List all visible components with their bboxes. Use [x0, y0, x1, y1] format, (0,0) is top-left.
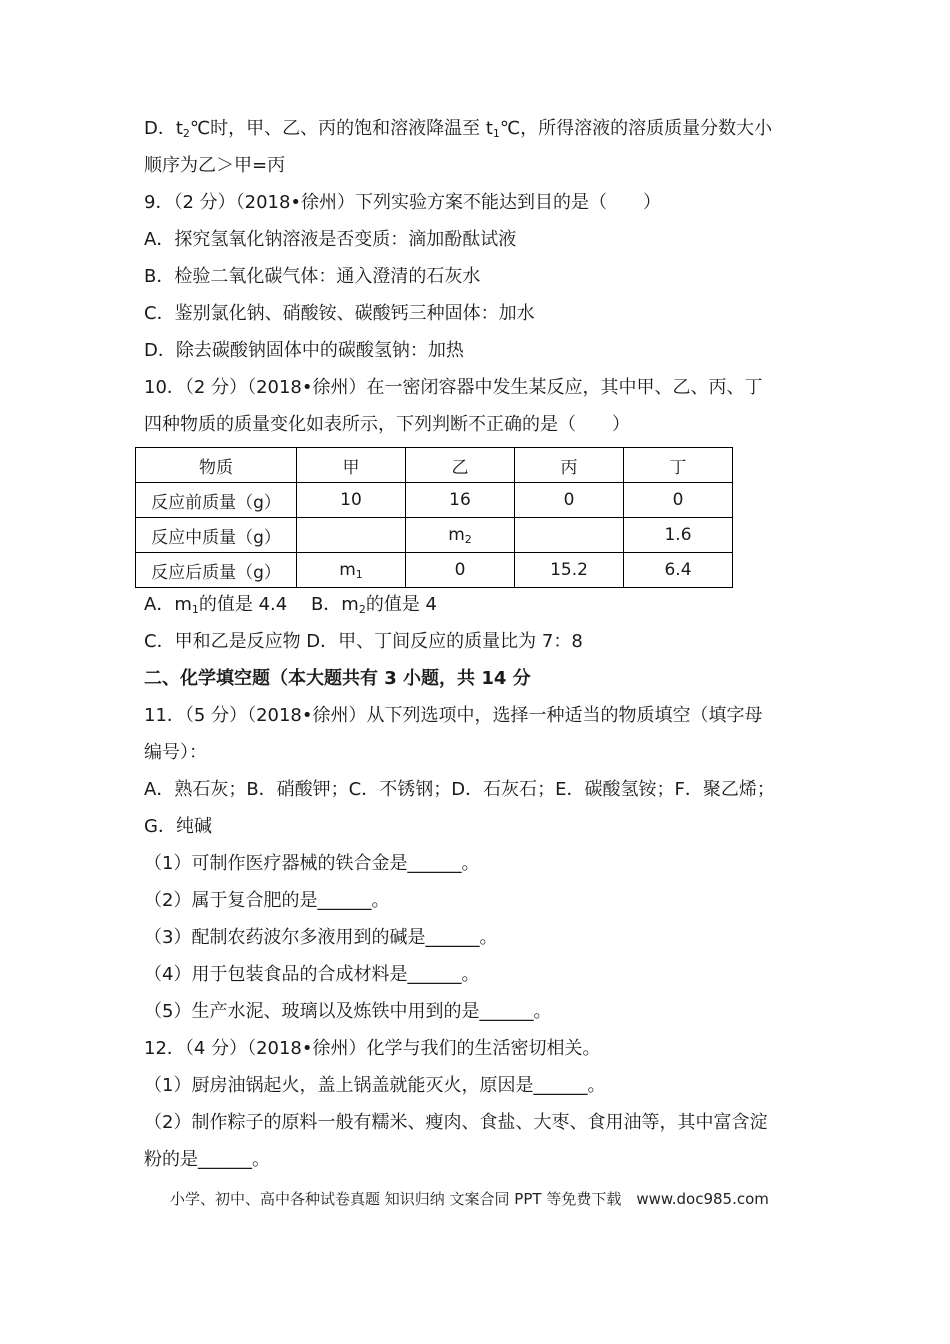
q12-part2-line2: 粉的是______。 [144, 1149, 270, 1170]
q10-stem-line2: 四种物质的质量变化如表所示，下列判断不正确的是（ ） [144, 414, 630, 435]
q9-option-a: A．探究氢氧化钠溶液是否变质：滴加酚酞试液 [144, 229, 517, 250]
q11-part5: （5）生产水泥、玻璃以及炼铁中用到的是______。 [144, 1001, 552, 1022]
table-cell: 15.2 [515, 553, 624, 588]
table-cell: $m_2$ [406, 518, 515, 553]
table-cell: 1.6 [624, 518, 733, 553]
q12-part1: （1）厨房油锅起火，盖上锅盖就能灭火，原因是______。 [144, 1075, 606, 1096]
table-cell: 反应中质量（g） [136, 518, 297, 553]
table-cell: 反应后质量（g） [136, 553, 297, 588]
table-header-cell: 甲 [297, 448, 406, 483]
q11-stem-line1: 11．（5 分）（2018•徐州）从下列选项中，选择一种适当的物质填空（填字母 [144, 705, 763, 726]
q9-option-c: C．鉴别氯化钠、硝酸铵、碳酸钙三种固体：加水 [144, 303, 535, 324]
table-row [136, 483, 733, 518]
table-header-cell: 丁 [624, 448, 733, 483]
q10-stem-line1: 10．（2 分）（2018•徐州）在一密闭容器中发生某反应，其中甲、乙、丙、丁 [144, 377, 763, 398]
table-header-cell: 物质 [136, 448, 297, 483]
table-cell: 反应前质量（g） [136, 483, 297, 518]
mass-table [135, 447, 733, 588]
q8-option-d-line1: D．$t_2℃$时，甲、乙、丙的饱和溶液降温至 $t_1℃$，所得溶液的溶质质量分数大小 [144, 118, 773, 140]
table-cell [515, 518, 624, 553]
table-header-cell: 丙 [515, 448, 624, 483]
q11-part1: （1）可制作医疗器械的铁合金是______。 [144, 853, 480, 874]
q9-option-d: D．除去碳酸钠固体中的碳酸氢钠：加热 [144, 340, 464, 361]
table-row [136, 448, 733, 483]
q11-part3: （3）配制农药波尔多液用到的碱是______。 [144, 927, 498, 948]
table-row [136, 518, 733, 553]
table-cell [297, 518, 406, 553]
q11-part4: （4）用于包装食品的合成材料是______。 [144, 964, 480, 985]
table-cell: 0 [515, 483, 624, 518]
section-heading: 二、化学填空题（本大题共有 3 小题，共 14 分 [144, 668, 531, 689]
table-cell: 6.4 [624, 553, 733, 588]
table-cell: 0 [624, 483, 733, 518]
q12-part2-line1: （2）制作粽子的原料一般有糯米、瘦肉、食盐、大枣、食用油等，其中富含淀 [144, 1112, 768, 1133]
table-cell: $m_1$ [297, 553, 406, 588]
table-header-cell: 乙 [406, 448, 515, 483]
table-cell: 10 [297, 483, 406, 518]
q10-options-cd: C．甲和乙是反应物 D．甲、丁间反应的质量比为 7：8 [144, 631, 583, 652]
table-row [136, 553, 733, 588]
q10-options-ab: A．$m_1$的值是 4.4 B．$m_2$的值是 4 [144, 594, 438, 616]
table-cell: 16 [406, 483, 515, 518]
q11-choices-line2: G．纯碱 [144, 816, 212, 837]
q9-option-b: B．检验二氧化碳气体：通入澄清的石灰水 [144, 266, 481, 287]
page-footer: 小学、初中、高中各种试卷真题 知识归纳 文案合同 PPT 等免费下载 www.doc985.com [170, 1190, 769, 1208]
q11-stem-line2: 编号）： [144, 742, 207, 763]
table-cell: 0 [406, 553, 515, 588]
q11-choices-line1: A．熟石灰；B．硝酸钾；C．不锈钢；D．石灰石；E．碳酸氢铵；F．聚乙烯； [144, 779, 775, 800]
q9-stem: 9．（2 分）（2018•徐州）下列实验方案不能达到目的是（ ） [144, 192, 662, 213]
q8-option-d-line2: 顺序为乙＞甲=丙 [144, 155, 286, 176]
q11-part2: （2）属于复合肥的是______。 [144, 890, 390, 911]
q12-stem: 12．（4 分）（2018•徐州）化学与我们的生活密切相关。 [144, 1038, 601, 1059]
